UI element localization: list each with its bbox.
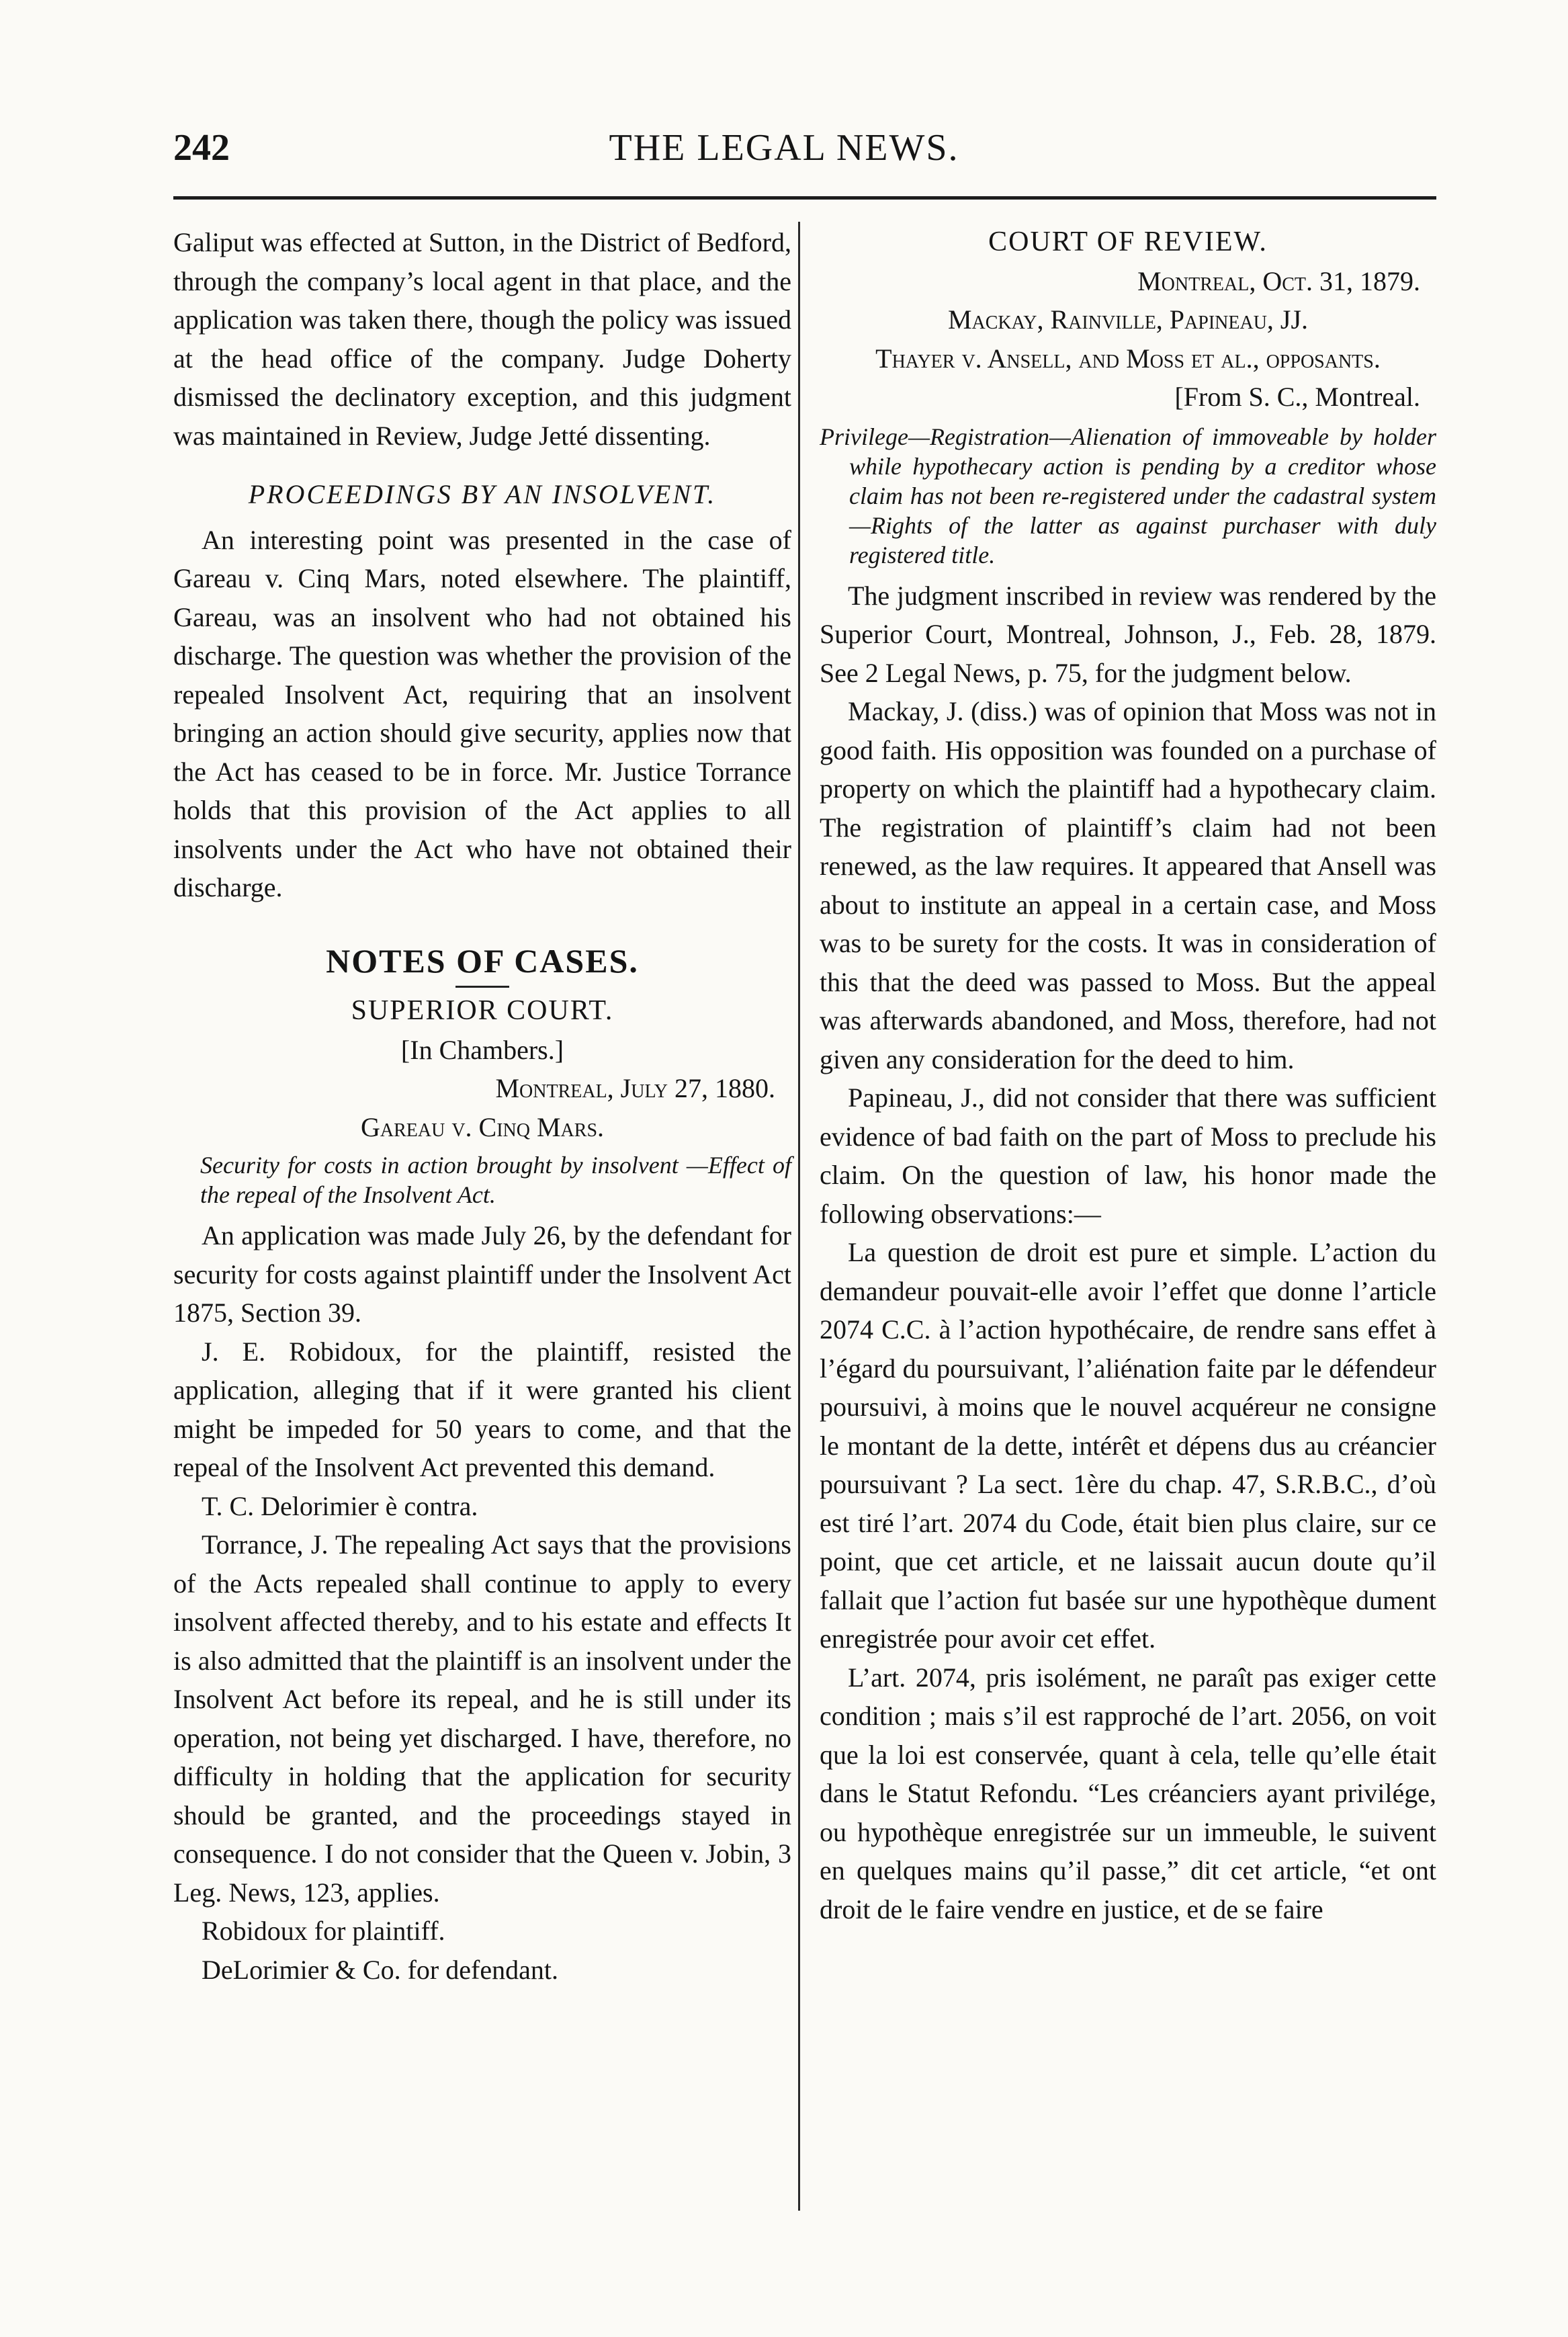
section-title-insolvent: PROCEEDINGS BY AN INSOLVENT. — [248, 479, 717, 509]
judges-line: Mackay, Rainville, Papineau, JJ. — [947, 304, 1309, 335]
court-of-review-heading: COURT OF REVIEW. — [988, 226, 1268, 257]
case-date: Montreal, July 27, 1880. — [495, 1073, 775, 1103]
superior-court-heading: SUPERIOR COURT. — [351, 995, 614, 1026]
short-rule — [455, 986, 509, 988]
case-title: Gareau v. Cinq Mars. — [360, 1111, 605, 1142]
page-number: 242 — [173, 127, 230, 169]
right-paragraph-5: L’art. 2074, pris isolément, ne paraît pas exiger cette condition ; mais s’il est rapproché de l’art. 2056, on voit que la loi est conservée, quant à cela, telle qu’elle était dans le Statut Refondu. “Les créanciers ayant privilége, ou hypothèque enregistrée sur un immeuble, le suivent en quelques mains qu’il passe,” dit cet article, “et ont droit de le faire vendre en justice, et de se faire — [820, 1662, 1436, 1924]
review-headnote: Privilege—Registration—Alienation of immoveable by holder while hypothecary action is pending by a creditor whose claim has not been re-registered under the cadastral system—Rights of the latter as against purchaser with duly registered title. — [820, 423, 1436, 568]
right-paragraph-1: The judgment inscribed in review was rendered by the Superior Court, Montreal, Johnson, J., Feb. 28, 1879. See 2 Legal News, p. 75, for the judgment below. — [820, 580, 1436, 688]
left-paragraph-5: T. C. Delorimier è contra. — [202, 1490, 478, 1521]
left-paragraph-3: An application was made July 26, by the defendant for security for costs against plaintiff under the Insolvent Act 1875, Section 39. — [173, 1220, 791, 1328]
counsel-plaintiff: Robidoux for plaintiff. — [202, 1916, 445, 1946]
case-headnote: Security for costs in action brought by insolvent —Effect of the repeal of the Insolvent Act. — [200, 1152, 791, 1208]
header-rule — [173, 196, 1436, 200]
review-date: Montreal, Oct. 31, 1879. — [1137, 265, 1420, 296]
from-court-line: [From S. C., Montreal. — [1174, 382, 1420, 412]
running-title: THE LEGAL NEWS. — [609, 127, 959, 169]
left-column — [173, 223, 791, 1989]
left-paragraph-2: An interesting point was presented in the case of Gareau v. Cinq Mars, noted elsewhere. The plaintiff, Gareau, was an insolvent who had not obtained his discharge. The question was whether the provision of the repealed Insolvent Act, requiring that an insolvent bringing an action should give security, applies now that the Act has ceased to be in force. Mr. Justice Torrance holds that this provision of the Act applies to all insolvents under the Act who have not obtained their discharge. — [173, 524, 791, 902]
notes-of-cases-title: NOTES OF CASES. — [326, 941, 639, 980]
left-paragraph-6: Torrance, J. The repealing Act says that the provisions of the Acts repealed shall continue to apply to every insolvent affected thereby, and to his estate and effects It is also admitted that the plaintiff is an insolvent under the Insolvent Act before its repeal, and he is still under its operation, not being yet discharged. I have, therefore, no difficulty in holding that the application for security should be granted, and the proceedings stayed in consequence. I do not consider that the Queen v. Jobin, 3 Leg. News, 123, applies. — [173, 1529, 791, 1908]
left-paragraph-1: Galiput was effected at Sutton, in the District of Bedford, through the company’s local agent in that place, and the application was taken there, though the policy was issued at the head office of the company. Judge Doherty dismissed the declinatory exception, and this judgment was maintained in Review, Judge Jetté dissenting. — [173, 227, 791, 451]
right-column — [820, 223, 1436, 1928]
right-paragraph-4: La question de droit est pure et simple. L’action du demandeur pouvait-elle avoir l’effet que donne l’article 2074 C.C. à l’action hypothécaire, de rendre sans effet à l’égard du poursuivant, l’aliénation faite par le défendeur poursuivi, à moins que le nouvel acquéreur ne consigne le montant de la dette, intérêt et dépens dus au créancier poursuivant ? La sect. 1ère du chap. 47, S.R.B.C., d’où est tiré l’art. 2074 du Code, était bien plus claire, sur ce point, que cet article, et ne laissait aucun doute qu’il fallait que l’action fut basée sur une hypothèque dument enregistrée pour avoir cet effet. — [820, 1237, 1436, 1654]
counsel-defendant: DeLorimier & Co. for defendant. — [202, 1954, 558, 1985]
parties-line: Thayer v. Ansell, and Moss et al., opposants. — [875, 343, 1381, 374]
left-paragraph-4: J. E. Robidoux, for the plaintiff, resisted the application, alleging that if it were granted his client might be impeded for 50 years to come, and that the repeal of the Insolvent Act prevented this demand. — [173, 1336, 791, 1482]
right-paragraph-2: Mackay, J. (diss.) was of opinion that Moss was not in good faith. His opposition was founded on a purchase of property on which the plaintiff had a hypothecary claim. The registration of plaintiff’s claim had not been renewed, as the law requires. It appeared that Ansell was about to institute an appeal in a certain case, and Moss was to be surety for the costs. It was in consideration of this that the deed was passed to Moss. But the appeal was afterwards abandoned, and Moss, therefore, had not given any consideration for the deed to him. — [820, 696, 1436, 1074]
chambers-label: [In Chambers.] — [400, 1034, 564, 1065]
column-divider — [798, 222, 800, 2211]
right-paragraph-3: Papineau, J., did not consider that there was sufficient evidence of bad faith on the part of Moss to preclude his claim. On the question of law, his honor made the following observations:— — [820, 1082, 1436, 1229]
